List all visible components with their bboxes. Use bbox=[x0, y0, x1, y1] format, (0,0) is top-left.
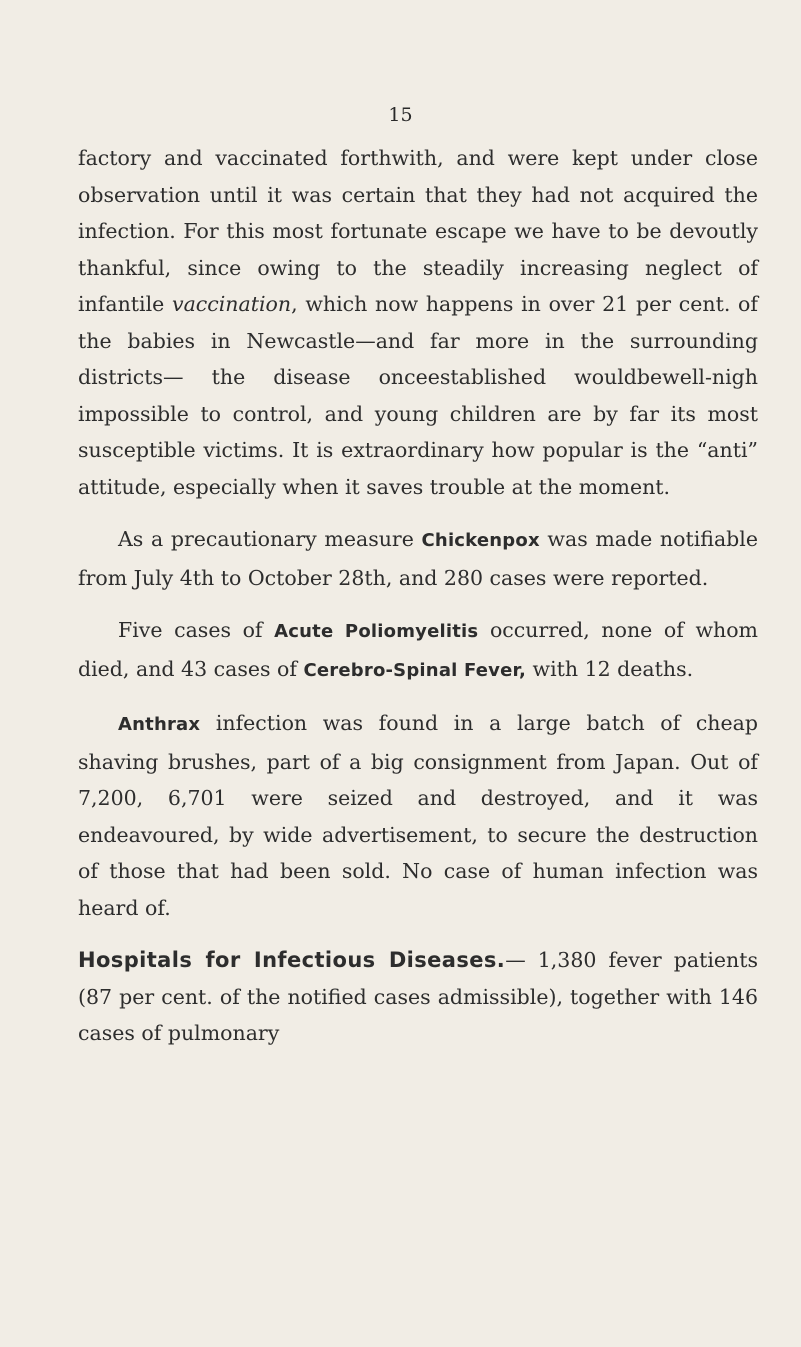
term-acute-poliomyelitis: Acute Poliomyelitis bbox=[274, 621, 479, 642]
term-anthrax: Anthrax bbox=[118, 714, 201, 735]
paragraph-text: As a precautionary measure bbox=[118, 527, 422, 551]
paragraph-chickenpox bbox=[78, 521, 758, 596]
paragraph-text: infection was found in a large batch of cheap shaving brushes, part of a big consignment from Japan. Out of 7,200, 6,701 were seized and destroyed, and it was endeavoured, by wide advertisement, to secure the destruction of those that had been sold. No case of human infection was heard of. bbox=[78, 711, 758, 920]
paragraph-text: occurred, none of whom died, and 43 cases of bbox=[78, 618, 758, 681]
paragraph-anthrax bbox=[78, 705, 758, 926]
paragraph-poliomyelitis bbox=[78, 612, 758, 689]
paragraph-smallpox-vaccination bbox=[78, 140, 758, 505]
body-text bbox=[78, 140, 758, 1052]
paragraph-text: factory and vaccinated forthwith, and were kept under close observation until it was certain that they had not acquired the infection. For this most fortunate escape we have to be devoutly thankful, since owing to the steadily increasing neglect of infantile bbox=[78, 146, 758, 316]
paragraph-text: with 12 deaths. bbox=[526, 656, 694, 681]
term-cerebro-spinal-fever: Cerebro-Spinal Fever, bbox=[303, 659, 526, 681]
section-heading-hospitals: Hospitals for Infectious Diseases. bbox=[78, 948, 506, 972]
paragraph-text: was made notifiable from July 4th to October 28th, and 280 cases were reported. bbox=[78, 527, 758, 590]
paragraph-text: — 1,380 fever patients (87 per cent. of the notified cases admissible), together with 146 cases of pulmonary bbox=[78, 948, 759, 1045]
page-number: 15 bbox=[388, 104, 413, 126]
paragraph-text: Five cases of bbox=[118, 618, 275, 642]
term-chickenpox: Chickenpox bbox=[421, 530, 540, 551]
paragraph-hospitals bbox=[78, 942, 758, 1052]
paragraph-text: , which now happens in over 21 per cent. of the babies in Newcastle—and far more in the surrounding districts— the disease onceestablished wouldbewell-nigh impossible to control, and young children are by far its most susceptible victims. It is extraordinary how popular is the “anti” attitude, especially when it saves trouble at the moment. bbox=[78, 292, 758, 499]
emphasis-vaccination: vaccination bbox=[171, 292, 292, 316]
